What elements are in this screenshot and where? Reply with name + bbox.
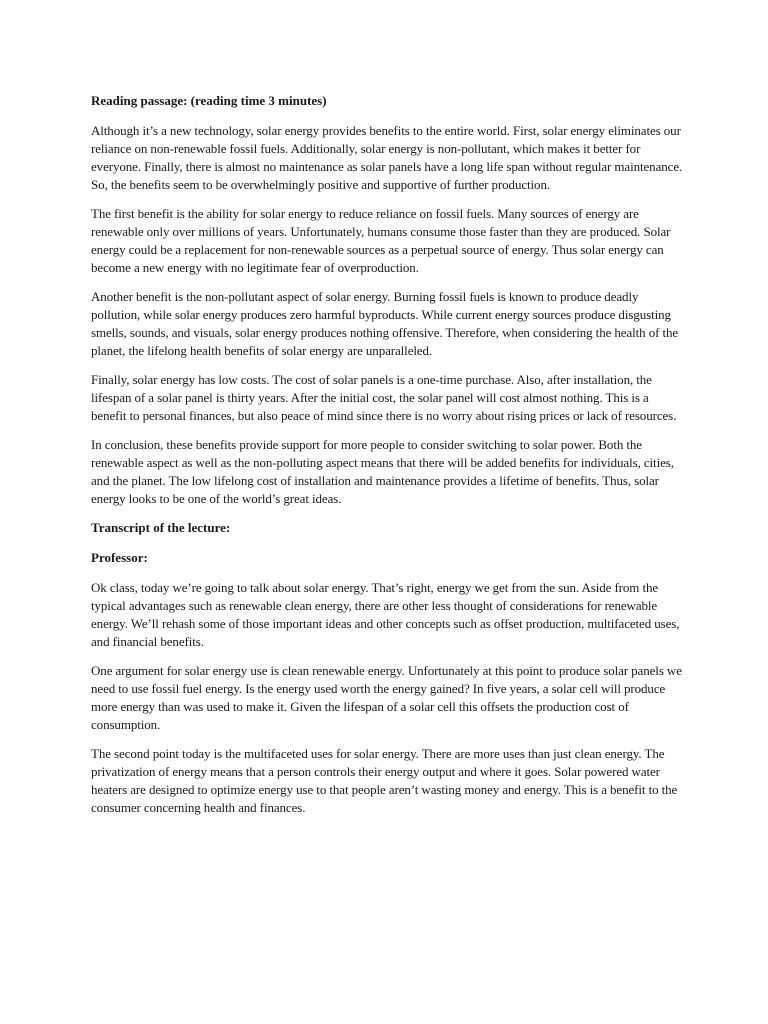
reading-paragraph-5: In conclusion, these benefits provide support for more people to consider switching to solar power. Both the renewable aspect as well as the non-polluting aspect means that there will be added benefits for individuals, cities, and the planet. The low lifelong cost of installation and maintenance provides a lifetime of benefits. Thus, solar energy looks to be one of the world’s great ideas. bbox=[91, 437, 674, 506]
reading-paragraph-4: Finally, solar energy has low costs. The cost of solar panels is a one-time purchase. Also, after installation, the lifespan of a solar panel is thirty years. After the initial cost, the solar panel will cost almost nothing. This is a benefit to personal finances, but also peace of mind since there is no worry about rising prices or lack of resources. bbox=[91, 372, 677, 423]
reading-paragraph-1: Although it’s a new technology, solar energy provides benefits to the entire world. First, solar energy eliminates our reliance on non-renewable fossil fuels. Additionally, solar energy is non-pollutant, which makes it better for everyone. Finally, there is almost no maintenance as solar panels have a long life span without regular maintenance. So, the benefits seem to be overwhelmingly positive and supportive of further production. bbox=[91, 123, 683, 192]
reading-paragraph-2: The first benefit is the ability for solar energy to reduce reliance on fossil fuels. Many sources of energy are renewable only over millions of years. Unfortunately, humans consume those faster than they are produced. Solar energy could be a replacement for non-renewable sources as a perpetual source of energy. Thus solar energy can become a new energy with no legitimate fear of overproduction. bbox=[91, 206, 671, 275]
reading-passage-heading: Reading passage: (reading time 3 minutes) bbox=[91, 93, 327, 108]
document-page bbox=[91, 92, 683, 828]
reading-paragraph-3: Another benefit is the non-pollutant aspect of solar energy. Burning fossil fuels is known to produce deadly pollution, while solar energy produces zero harmful byproducts. While current energy sources produce disgusting smells, sounds, and visuals, solar energy produces nothing offensive. Therefore, when considering the health of the planet, the lifelong health benefits of solar energy are unparalleled. bbox=[91, 289, 679, 358]
transcript-heading: Transcript of the lecture: bbox=[91, 520, 231, 535]
lecture-paragraph-1: Ok class, today we’re going to talk about solar energy. That’s right, energy we get from the sun. Aside from the typical advantages such as renewable clean energy, there are other less thought of considerations for renewable energy. We’ll rehash some of those important ideas and other concepts such as offset production, multifaceted uses, and financial benefits. bbox=[91, 580, 680, 649]
professor-heading: Professor: bbox=[91, 550, 148, 565]
lecture-paragraph-3: The second point today is the multifaceted uses for solar energy. There are more uses than just clean energy. The privatization of energy means that a person controls their energy output and where it goes. Solar powered water heaters are designed to optimize energy use to that people aren’t wasting money and energy. This is a benefit to the consumer concerning health and finances. bbox=[91, 746, 678, 815]
lecture-paragraph-2: One argument for solar energy use is clean renewable energy. Unfortunately at this point to produce solar panels we need to use fossil fuel energy. Is the energy used worth the energy gained? In five years, a solar cell will produce more energy than was used to make it. Given the lifespan of a solar cell this offsets the production cost of consumption. bbox=[91, 663, 682, 732]
